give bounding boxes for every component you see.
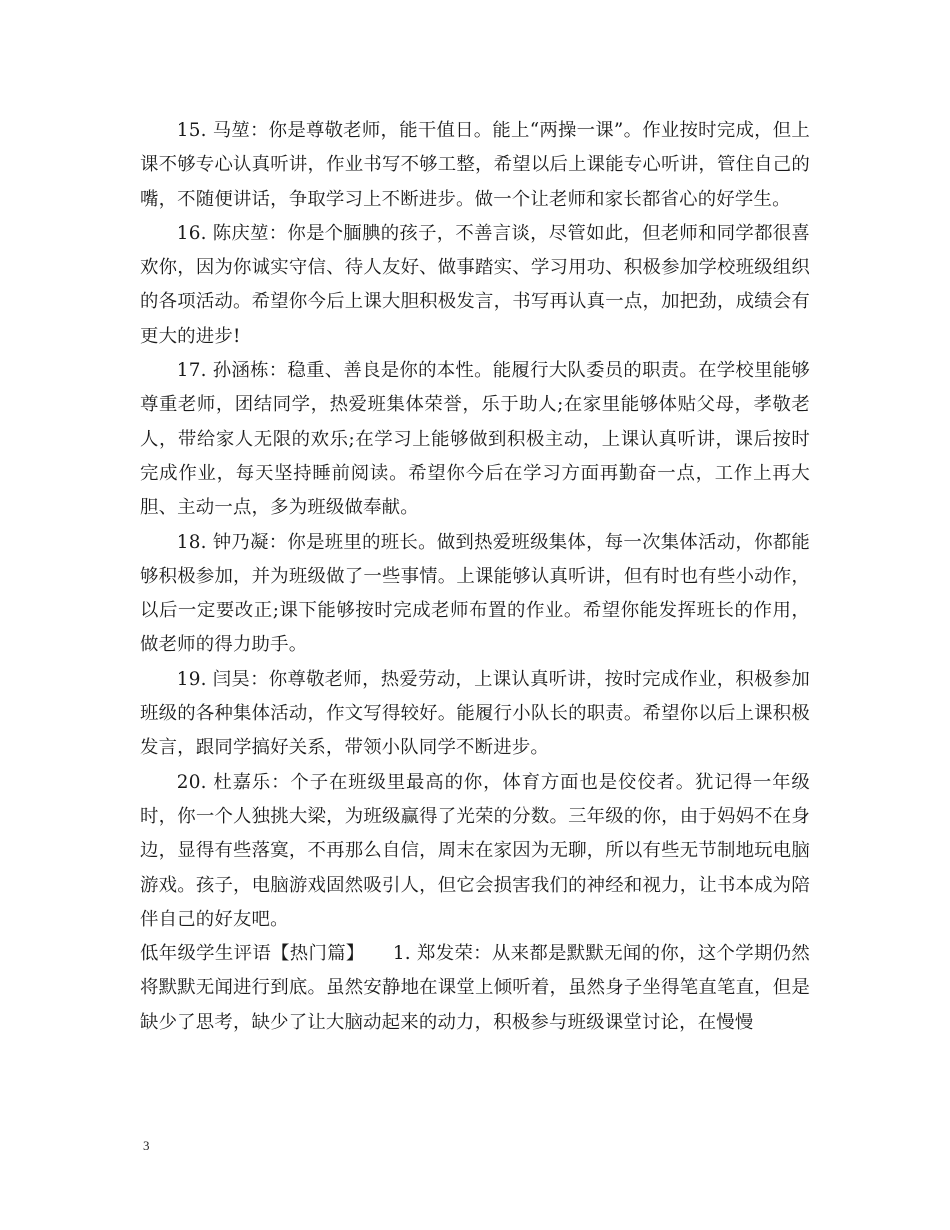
- comment-paragraph-16: 16. 陈庆堃：你是个腼腆的孩子，不善言谈，尽管如此，但老师和同学都很喜欢你，因为你诚实守信、待人友好、做事踏实、学习用功、积极参加学校班级组织的各项活动。希望你今后上课大胆积极发言，书写再认真一点，加把劲，成绩会有更大的进步!: [140, 222, 810, 347]
- page-number: 3: [143, 1138, 150, 1153]
- comment-paragraph-15: 15. 马堃：你是尊敬老师，能干值日。能上“两操一课”。作业按时完成，但上课不够专心认真听讲，作业书写不够工整，希望以后上课能专心听讲，管住自己的嘴，不随便讲话，争取学习上不断进步。做一个让老师和家长都省心的好学生。: [140, 120, 810, 210]
- document-body: [140, 114, 810, 1040]
- comment-paragraph-17: 17. 孙涵栋：稳重、善良是你的本性。能履行大队委员的职责。在学校里能够尊重老师，团结同学，热爱班集体荣誉，乐于助人;在家里能够体贴父母，孝敬老人，带给家人无限的欢乐;在学习上能够做到积极主动，上课认真听讲，课后按时完成作业，每天坚持睡前阅读。希望你今后在学习方面再勤奋一点，工作上再大胆、主动一点，多为班级做奉献。: [140, 360, 810, 519]
- comment-paragraph-19: 19. 闫昊：你尊敬老师，热爱劳动，上课认真听讲，按时完成作业，积极参加班级的各种集体活动，作文写得较好。能履行小队长的职责。希望你以后上课积极发言，跟同学搞好关系，带领小队同学不断进步。: [140, 668, 810, 759]
- comment-paragraph-20: 20. 杜嘉乐：个子在班级里最高的你，体育方面也是佼佼者。犹记得一年级时，你一个人独挑大梁，为班级赢得了光荣的分数。三年级的你，由于妈妈不在身边，显得有些落寞，不再那么自信，周末在家因为无聊，所以有些无节制地玩电脑游戏。孩子，电脑游戏固然吸引人，但它会损害我们的神经和视力，让书本成为陪伴自己的好友吧。: [140, 771, 810, 930]
- section-heading-paragraph: 低年级学生评语【热门篇】 1. 郑发荣：从来都是默默无闻的你，这个学期仍然将默默无闻进行到底。虽然安静地在课堂上倾听着，虽然身子坐得笔直笔直，但是缺少了思考，缺少了让大脑动起来的动力，积极参与班级课堂讨论，在慢慢: [140, 943, 810, 1033]
- comment-paragraph-18: 18. 钟乃凝：你是班里的班长。做到热爱班级集体，每一次集体活动，你都能够积极参加，并为班级做了一些事情。上课能够认真听讲，但有时也有些小动作，以后一定要改正;课下能够按时完成老师布置的作业。希望你能发挥班长的作用，做老师的得力助手。: [140, 531, 810, 656]
